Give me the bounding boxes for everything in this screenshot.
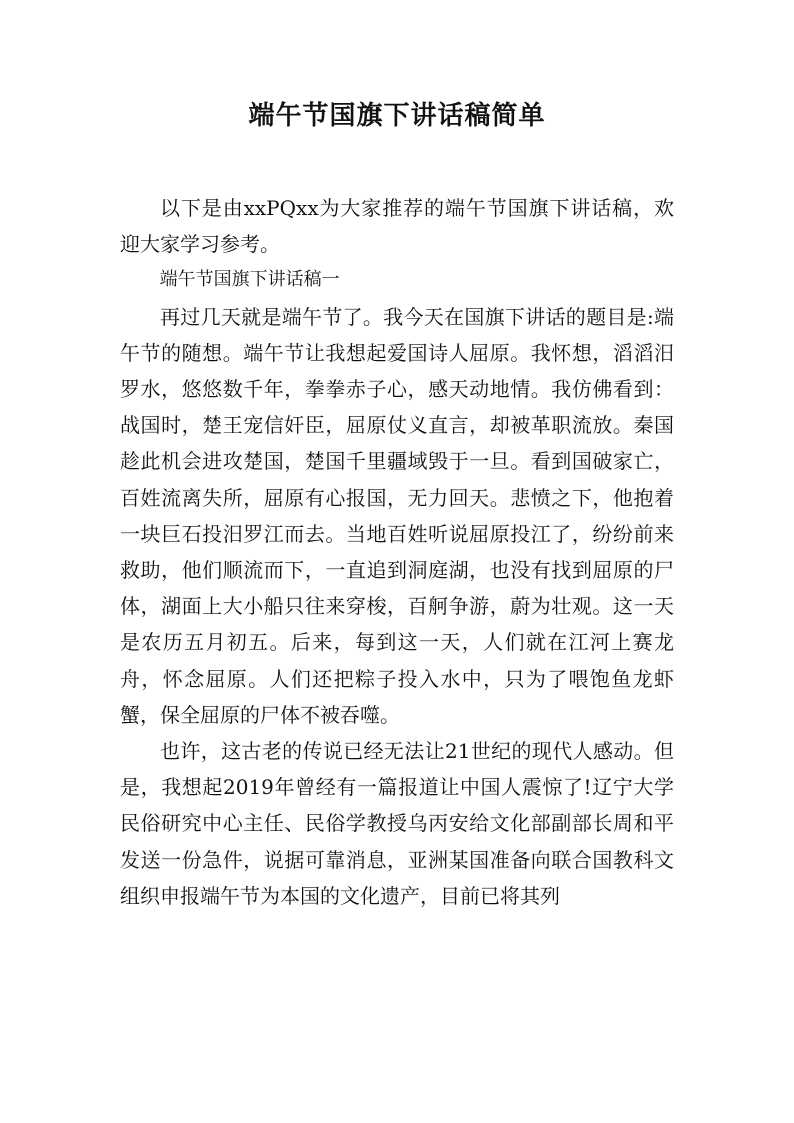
section-heading: 端午节国旗下讲话稿一 [159, 269, 340, 291]
intro-paragraph: 以下是由xxPQxx为大家推荐的端午节国旗下讲话稿，欢迎大家学习参考。 [120, 196, 674, 257]
document-title: 端午节国旗下讲话稿简单 [248, 101, 546, 131]
body-paragraph-1: 再过几天就是端午节了。我今天在国旗下讲话的题目是:端午节的随想。端午节让我想起爱国诗人屈原。我怀想，滔滔汨罗水，悠悠数千年，拳拳赤子心，感天动地情。我仿佛看到：战国时，楚王宠信奸臣，屈原仗义直言，却被革职流放。秦国趁此机会进攻楚国，楚国千里疆域毁于一旦。看到国破家亡，百姓流离失所，屈原有心报国，无力回天。悲愤之下，他抱着一块巨石投汨罗江而去。当地百姓听说屈原投江了，纷纷前来救助，他们顺流而下，一直追到洞庭湖，也没有找到屈原的尸体，湖面上大小船只往来穿梭，百舸争游，蔚为壮观。这一天是农历五月初五。后来，每到这一天，人们就在江河上赛龙舟，怀念屈原。人们还把粽子投入水中，只为了喂饱鱼龙虾蟹，保全屈原的尸体不被吞噬。 [120, 304, 674, 727]
body-paragraph-2: 也许，这古老的传说已经无法让21世纪的现代人感动。但是，我想起2019年曾经有一篇报道让中国人震惊了!辽宁大学民俗研究中心主任、民俗学教授乌丙安给文化部副部长周和平发送一份急件，说据可靠消息，亚洲某国准备向联合国教科文组织申报端午节为本国的文化遗产，目前已将其列 [120, 739, 674, 908]
document-body [120, 190, 674, 914]
